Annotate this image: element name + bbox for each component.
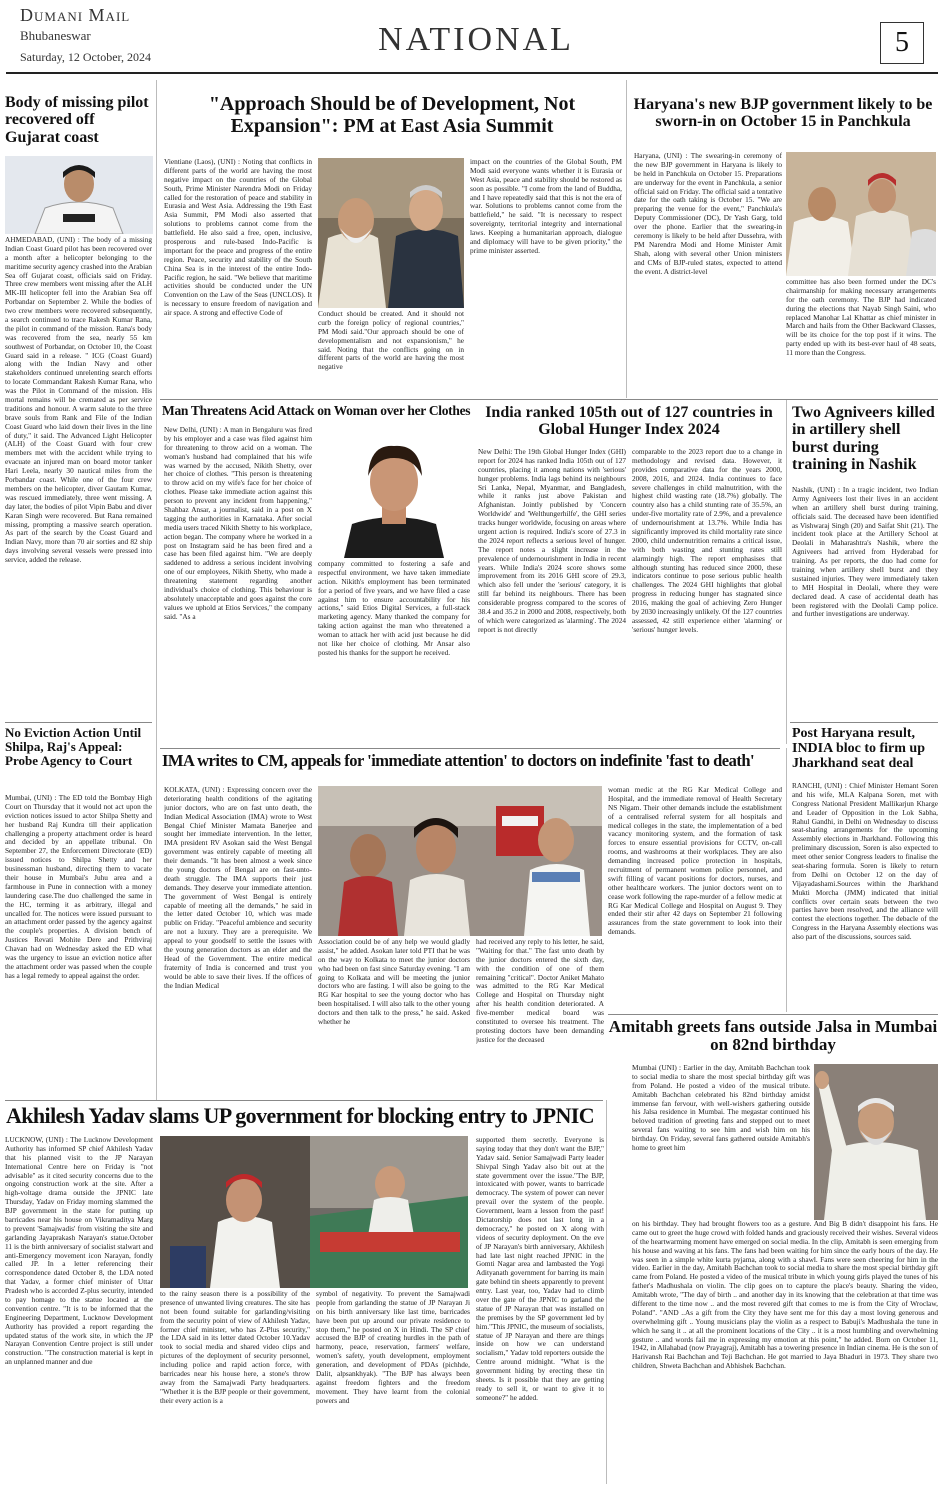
paper-date: Saturday, 12 October, 2024 (20, 50, 152, 64)
row4-rule (5, 1100, 603, 1101)
haryana-body-col1: Haryana, (UNI) : The swearing-in ceremony of the new BJP government in Haryana is likely to be held in Panchkula on October 15. Preparations are underway for the event in Panchkula, a senior official said on Friday. The official said a tentative date for the oath taking is October 15. "We are preparing the venue for the event," Panchkula's Deputy Commissioner (DC), Dr Yash Garg, told over the phone. Earlier that the swearing-in ceremony is likely to be held after Dussehra, with PM Narendra Modi and Home Minister Amit Shah, along with several other Union ministers and CMs of BJP-ruled states, expected to attend the event. A district-level (634, 152, 782, 276)
col-divider-4 (786, 748, 787, 1012)
amitabh-headline: Amitabh greets fans outside Jalsa in Mumbai on 82nd birthday (608, 1017, 938, 1055)
acid-body-col2: company committed to fostering a safe and respectful environment, we have taken immediate action. Nikith's employment has been terminated for a period of five years, and we have filed a case against him to ensure accountability for his actions," said Etios Digital Services, a full-stack marketing agency. Many thanked the company for taking action against the man who threatened a woman to attack her with acid just because he did not like her choice of clothing. Mr Ansar also posted his thanks for the support he received. (318, 560, 470, 657)
jharkhand-body: RANCHI, (UNI) : Chief Minister Hemant Soren and his wife, MLA Kalpana Soren, met with Congress National President Mallikarjun Kharge and Leader of Opposition in the Lok Sabha, Rahul Gandhi, in Delhi on Wednesday to discuss seat-sharing arrangements for the upcoming Assembly elections in Jharkhand. Following this preliminary discussion, Soren is also expected to meet other senior Congress leaders to finalise the seat-sharing formula. Soren is likely to return from Delhi on October 12 on the day of Vijayadashami.Sources within the Jharkhand Mukti Morcha (JMM) indicated that initial conflicts over certain seats between the two parties have been resolved, and the alliance will contest the elections together. The debacle of the Congress in the Haryana Assembly elections was also part of the discussions, sources said. (792, 782, 938, 942)
hunger-body-col1: New Delhi: The 19th Global Hunger Index (GHI) report for 2024 has ranked India 105th out of 127 countries, placing it among nations with 'serious' hunger problems. India lags behind its neighbours Sri Lanka, Nepal, Myanmar, and Bangladesh, while it ranks just above Pakistan and Afghanistan. Jointly published by 'Concern Worldwide' and 'Welthungerhilfe', the GHI series tracks hunger worldwide, focusing on areas where urgent action is required. India's score of 27.3 in the 2024 report reflects a serious level of hunger. The report notes a slight increase in the prevalence of undernourishment in India in recent years. While India's 2024 score shows some improvement from its 2016 GHI score of 29.3, which also fell under the 'serious' category, it is still far behind its neighbours. There has been considerable progress compared to the scores of 38.4 and 35.2 in 2000 and 2008, respectively, both of which were categorized as 'alarming'. The 2024 report is not directly (478, 448, 626, 634)
amitabh-photo (814, 1064, 938, 1220)
row2-rule (160, 748, 780, 749)
haryana-body-col2: committee has also been formed under the DC's chairmanship for making necessary arrangements for the oath ceremony. The BJP had indicated during the elections that Nayab Singh Saini, who replaced Manohar Lal Khattar as chief minister in March and hails from the Other Backward Classes, will be its choice for the top post if it wins. The party ended up with its best-ever haul of 48 seats, 11 more than the Congress. (786, 278, 936, 358)
akhilesh-headline: Akhilesh Yadav slams UP government for blocking entry to JPNIC (6, 1103, 594, 1128)
row3-rule (608, 1014, 938, 1015)
acid-body-col1: New Delhi, (UNI) : A man in Bengaluru was fired by his employer and a case was filed against him for threatening to throw acid on a woman. The woman's husband had complained that his wife was warned by the accused, Nikith Shetty, over her choice of clothes. "This person is threatening to throw acid on my wife's face for her choice of clothes. Please take immediate action against this person to prevent any incident from happening," Shahbaz Ansar, a journalist, said in a post on X tagging the authorities in Karnataka. After social media users traced Nikith Shetty to his workplace, action began. The company where he worked in a post on Instagram said he has been fired and a case has been filed against him. "We are deeply saddened to address a serious incident involving one of our employees, Nikith Shetty, who made a threatening statement regarding another individual's choice of clothing. This behaviour is absolutely unacceptable and goes against the core values we uphold at Etios Services," the company said. "As a (164, 426, 312, 621)
haryana-headline: Haryana's new BJP government likely to be sworn-in on October 15 in Panchkula (633, 96, 933, 131)
agniveers-body: Nashik, (UNI) : In a tragic incident, two Indian Army Agniveers lost their lives in an accident when an artillery shell burst during training, officials said. The deceased have been identified as Vishwaraj Singh (20) and Saifat Shit (21). The incident took place at the Artillery School at Deolali in Maharashtra's Nashik, where the Agniveers had arrived from Hyderabad for training. As per reports, the duo had come for training when artillery shell burst and they sustained injuries. They were immediately taken to MH Hospital in Deolali, where they were declared dead. A case of accidental death has been registered with the Deolali Camp police. and further investigations are underway. (792, 486, 938, 619)
haryana-photo (786, 152, 936, 276)
hunger-headline: India ranked 105th out of 127 countries in Global Hunger Index 2024 (485, 404, 773, 439)
jharkhand-headline: Post Haryana result, INDIA bloc to firm up Jharkhand seat deal (792, 726, 926, 772)
akhilesh-body-col3: symbol of negativity. To prevent the Samajwadi people from garlanding the statue of JP Narayan Ji on his birth anniversary like last time, barricades have been put up around our private residence to stop them," he posted on X in Hindi. The SP chief accused the BJP of creating hurdles in the path of harmony, peace, reservation, farmers' welfare, women's safety, youth development, employment generation, and development of PDAs (pichhde, Dalit, alpsankhyak). "The BJP has always been against freedom fighters and the freedom movement. They have learnt from the colonial powers and (316, 1290, 470, 1405)
row1-rule (160, 399, 938, 400)
ima-body-col4: woman medic at the RG Kar Medical College and Hospital, and the immediate removal of Health Secretary NS Nigam. Their other demands include the establishment of a centralised referral system for all hospitals and medical colleges in the state, the implementation of a bed vacancy monitoring system, and the formation of task forces to ensure essential provisions for CCTV, on-call rooms, and washrooms at their workplaces. They are also demanding increased police protection in hospitals, recruitment of permanent women police personnel, and swift filling of vacant positions for doctors, nurses, and other healthcare workers. The junior doctors went on to cease work following the rape-murder of a fellow medic at RG Kar Medical College and Hospital on August 9. They ended their stir after 42 days on September 21 following assurances from the state government to look into their demands. (608, 786, 782, 937)
ima-body-col2: Association could be of any help we would gladly assist," he added. Asokan later told PTI that he was on the way to Kolkata to meet the junior doctors who had been on fast since Saturday evening. "I am going to Kolkata and will be meeting the junior doctors who are fasting. I will also be going to the RG Kar hospital to see the young doctor who has been hospitalised. I will also talk to the other young doctors and then talk to the press," he said. Asked whether he (318, 938, 470, 1027)
shilpa-body: Mumbai, (UNI) : The ED told the Bombay High Court on Thursday that it would not act upon the eviction notices issued to actor Shilpa Shetty and her husband Raj Kundra till their application challenging a property attachment order is heard and decided by an appellate tribunal. On September 27, the Enforcement Directorate (ED) issued notices to Shilpa Shetty and her businessman husband, directing them to vacate their house in Mumbai's Juhu area and a farmhouse in Pune in connection with a money laundering case.The duo challenged the same in the HC, terming it as arbitrary, illegal and uncalled for. The notices were issued pursuant to an attachment order passed by the agency against the couple's properties. A division bench of Justices Revati Mohite Dere and Prithviraj Chavan had on Wednesday asked the ED what was the urgency to issue an eviction notice after the attachment order was passed when the couple has a legal remedy to appeal against the order. (5, 794, 152, 980)
pm-photo (318, 158, 464, 308)
pm-headline: "Approach Should be of Development, Not Expansion": PM at East Asia Summit (208, 93, 576, 137)
akhilesh-body-col2: to the rainy season there is a possibility of the presence of unwanted living creatures. The site has not been found suitable for garlanding/visiting from the security point of view of Akhilesh Yadav, former chief minister, who has Z-Plus security," the LDA said in its letter dated October 10.Yadav took to social media and shared video clips and pictures of the deployment of security personnel, including police and rapid action force, with barricades near his house here, a stone's throw away from the Samajwadi Party headquarters. "Whether it is the BJP people or their government, their every action is a (160, 1290, 310, 1405)
pm-body-col3: impact on the countries of the Global South, PM Modi said everyone wants whether it is Eurasia or West Asia, peace and stability should be restored as soon as possible. "I come from the land of Buddha, and I have repeatedly said that this is not the era of war. Solutions to problems cannot come from the battlefield," he said. "It is necessary to respect sovereignty, territorial integrity and international laws. Keeping a humanitarian approach, dialogue and diplomacy will have to be given priority," the prime minister asserted. (470, 158, 622, 255)
amitabh-body-col1: Mumbai (UNI) : Earlier in the day, Amitabh Bachchan took to social media to share the most special birthday gift was from Poland. He posted a video of the musical tribute. Amitabh Bachchan celebrated his 82nd birthday amidst immense fan fervour, with well-wishers gathering outside his Jalsa residence in Mumbai. The megastar continued his beloved tradition of greeting fans and stepped out to meet several fans waiting to see him and wish him on his birthday. On Friday, several fans gathered outside Amitabh's home to greet him (632, 1064, 810, 1153)
ima-headline: IMA writes to CM, appeals for 'immediate attention' to doctors on indefinite 'fast to death' (162, 751, 755, 770)
pilot-body: AHMEDABAD, (UNI) : The body of a missing Indian Coast Guard pilot has been recovered over a month after a helicopter belonging to the maritime security agency crashed into the Arabian Sea off Gujarat coast, officials said on Friday. Three crew members went missing after the ALH MK-III helicopter fell into the Arabian Sea off Porbandar on September 2. While the bodies of two crew members were recovered subsequently, a search continued to trace Rakesh Kumar Rana, the pilot in command of the mission. Rana's body was recovered from the sea, nearly 55 km southwest of Porbandar, on October 10, the Coast Guard said in a release. " ICG (Coast Guard) along with the Indian Navy and other stakeholders continued unrelenting search efforts to locate Commandant Rakesh Kumar Rana, who was the Pilot in Command of the mission. His mortal remains will be cremated as per service traditions and honour. A warm salute to the three brave souls from Rank and File of the Indian Coast Guard who laid down their lives in the line of duty," it said. The Advanced Light Helicopter (ALH) of the Coast Guard with four crew members met with the accident while trying to evacuate an injured man on board motor tanker Hari Leela, nearly 30 nautical miles from the Porbandar coast. While one of the four crew members on the helicopter, diver Gautam Kumar, was rescued immediately, three went missing. A day later, the bodies of pilot Vipin Babu and diver Karan Singh were recovered. But Rana remained missing, prompting a massive search operation. As part of the search by the Coast Guard and Indian Navy, more than 70 air sorties and 82 ship days involving several vessels were pressed into service, added the release. (5, 236, 152, 565)
shilpa-headline: No Eviction Action Until Shilpa, Raj's Appeal: Probe Agency to Court (5, 725, 142, 769)
acid-photo (318, 430, 470, 558)
pm-body-col1: Vientiane (Laos), (UNI) : Noting that conflicts in different parts of the world are having the most negative impact on the countries of the Global South, Prime Minister Narendra Modi on Friday called for the restoration of peace and stability in Eurasia and West Asia. Addressing the 19th East Asia Summit, PM Modi also asserted that solutions to problems cannot come from the battlefield. He also said a free, open, inclusive, prosperous and rule-based Indo-Pacific is important for the peace and progress of the entire region. Peace, security and stability of the South China Sea is in the interest of the entire Indo-Pacific region, he said. "We believe that maritime activities should be conducted under the UN Convention on the Law of the Seas (UNCLOS). It is necessary to ensure freedom of navigation and air space. A strong and effective Code of (164, 158, 312, 318)
ima-body-col1: KOLKATA, (UNI) : Expressing concern over the deteriorating health conditions of the agitating junior doctors, who are on fast unto death, the Indian Medical Association (IMA) wrote to West Bengal Chief Minister Mamata Banerjee and sought her immediate intervention. In the letter, IMA president RV Asokan said the West Bengal government was entirely capable of meeting all their demands. "It has been almost a week since the young doctors of Bengal are on fast-unto-death struggle. The IMA supports their just demands. They deserve your immediate attention. The government of West Bengal is entirely capable of meeting all the demands," he said in the letter dated October 10, which was made public on Friday. "Peaceful ambience and security are not a luxury. They are a prerequisite. We appeal to your goodself to settle the issues with the young generation doctors as an elder and the Head of the Government. The entire medical fraternity of India is concerned and trust you would be able to save their lives. If the offices of the Indian Medical (164, 786, 312, 990)
ima-photo (318, 786, 602, 936)
section-title: NATIONAL (378, 21, 574, 58)
hunger-body-col2: comparable to the 2023 report due to a change in methodology and revised data. However, it provides comparative data for the years 2000, 2008, 2016, and 2024. India continues to face severe challenges in child malnutrition, with the highest child wasting rate (18.7%) globally. The country also has a child stunting rate of 35.5%, an under-five mortality rate of 2.9%, and a prevalence of undernourishment at 13.7%. While India has significantly improved its child mortality rate since 2000, child undernutrition remains a critical issue, with both wasting and stunting rates still alarmingly high. The report emphasises that although stunting has reduced since 2000, these indicators continue to pose serious public health challenges. The 2024 GHI highlights that global progress in reducing hunger has stagnated since 2016, making the goal of achieving Zero Hunger by 2030 increasingly unlikely. Of the 127 countries assessed, 42 still experience either 'alarming' or 'serious' hunger levels. (632, 448, 782, 634)
col-divider-5 (606, 1100, 607, 1484)
col-divider-1 (156, 80, 157, 1100)
akhilesh-body-col1: LUCKNOW, (UNI) : The Lucknow Development Authority has informed SP chief Akhilesh Yadav that his planned visit to the JP Narayan International Centre here on Friday is "not advisable" as it cited security concerns due to the ongoing construction work at the site. After a high-voltage drama outside the JPNIC late Thursday, Yadav on Friday morning slammed the BJP government in the state for putting up barricades near his house on Vikramaditya Marg to prevent 'Samajwadis' from visiting the site and garlanding Jayaprakash Narayan's statue.October 11 is the birth anniversary of socialist stalwart and anti-Emergency movement icon Narayan, fondly called JP. In a letter referencing their correspondence dated October 8, the LDA noted that Yadav, a former chief minister of Uttar Pradesh who is accorded Z-plus security, intended to pay homage to the statue located at the convention centre. "It is to be informed that the Engineering Department, Lucknow Development Authority has provided a report regarding the updated status of the work site, in which the JP Narayan Convention Centre project is still under construction. "The construction material is kept in an unplanned manner and due (5, 1136, 153, 1367)
amitabh-body-col2: on his birthday. They had brought flowers too as a gesture. And Big B didn't disappoint his fans. He came out to greet the huge crowd with folded hands and graciously received their wishes. Several videos of the heartwarming moment have emerged on social media. In the clip, Amitabh is seen emerging from his house and waving at his fans. The fans had been waiting for him since the early hours of the day. He was seen in a simple white kurta pyjama, along with a shawl. Fans were seen cheering for him in the video. Earlier in the day, Amitabh Bachchan took to social media to share the most special birthday gift came from Poland. He posted a video of the musical tribute in which young girls played the tunes of his father's Madhushala on violin. The clip goes on to capture the place's beauty. Sharing the video, Amitabh wrote, "The day of birth .. and another day in its knowing that the celebration at that time was different to the time now .. and the most revered gift that comes to me is from the City of Wroclaw, Poland". "AND ..As a gift from the City they have sent me for this day a most loving generous and overwhelming gift .. Young musicians play the violin as a respect to Babuji's Madhushala the tune in which he sang it .. at all the prominent locations of the City .. it is a most humbling and overwhelming gesture .. and words fail me in expressing my emotion at this point," he added. Born on October 11, 1942, in Allahabad (now Prayagraj), Amitabh has a towering presence in Indian cinema. He is the son of Harivansh Rai Bachchan and Teji Bachchan. He got married to Jaya Bhaduri in 1973. They share two children, Shweta Bachchan and Abhishek Bachchan. (632, 1220, 938, 1371)
pilot-headline: Body of missing pilot recovered off Gujarat coast (5, 94, 149, 146)
pilot-photo (5, 156, 153, 234)
col-divider-3 (786, 400, 787, 744)
akhilesh-body-col4: supported them secretly. Everyone is saying today that they don't want the BJP," Yadav said. Senior Samajwadi Party leader Shivpal Singh Yadav also bit out at the state government over the issue."The BJP, intoxicated with power, wants to barricade democracy. The system of power can never prevail over the system of the people. Government, learn a lesson from the past! Dictatorship does not last long in a democracy," he posted on X along with videos of security deployment. On the eve of JP Narayan's birth anniversary, Akhilesh had late last night reached JPNIC in the Gomti Nagar area and lambasted the Yogi Adityanath government for barring its main gate behind tin sheets apparently to prevent entry. Last year, too, Yadav had to climb over the gate of the JPNIC to garland the statue of JP Narayan that was installed on the premises by the SP government led by him."This JPNIC, the museum of socialists, statue of JP Narayan and there are things inside on how we can understand socialism," Yadav told reporters outside the Centre around midnight. "What is the government hiding by erecting these tin sheets. Is it possible that they are getting ready to sell it, or want to give it to someone?" he added. (476, 1136, 604, 1402)
masthead-rule (6, 72, 938, 74)
col5-rule (790, 722, 938, 723)
akhilesh-photo (160, 1136, 468, 1288)
paper-city: Bhubaneswar (20, 28, 91, 43)
col-divider-2 (626, 80, 627, 398)
acid-headline: Man Threatens Acid Attack on Woman over her Clothes (162, 403, 471, 418)
pm-body-col2: Conduct should be created. And it should not curb the foreign policy of regional countries," PM Modi said."Our approach should be one of developmentalism and not expansionism," he said. Noting that the conflicts going on in different parts of the world are having the most negative (318, 310, 464, 372)
paper-name: Dumani Mail (20, 5, 131, 25)
ima-body-col3: had received any reply to his letter, he said, "Waiting for that." The fast unto death by the junior doctors entered the sixth day, with the condition of one of them remaining "critical". Doctor Aniket Mahato was admitted to the RG Kar Medical College and Hospital on Thursday night after his health condition deteriorated. A five-member medical board was constituted to oversee his treatment. The protesting doctors have been demanding justice for the deceased (476, 938, 604, 1044)
page-number: 5 (880, 22, 924, 64)
col1-rule-1 (5, 722, 152, 723)
agniveers-headline: Two Agniveers killed in artillery shell burst during training in Nashik (792, 404, 935, 473)
